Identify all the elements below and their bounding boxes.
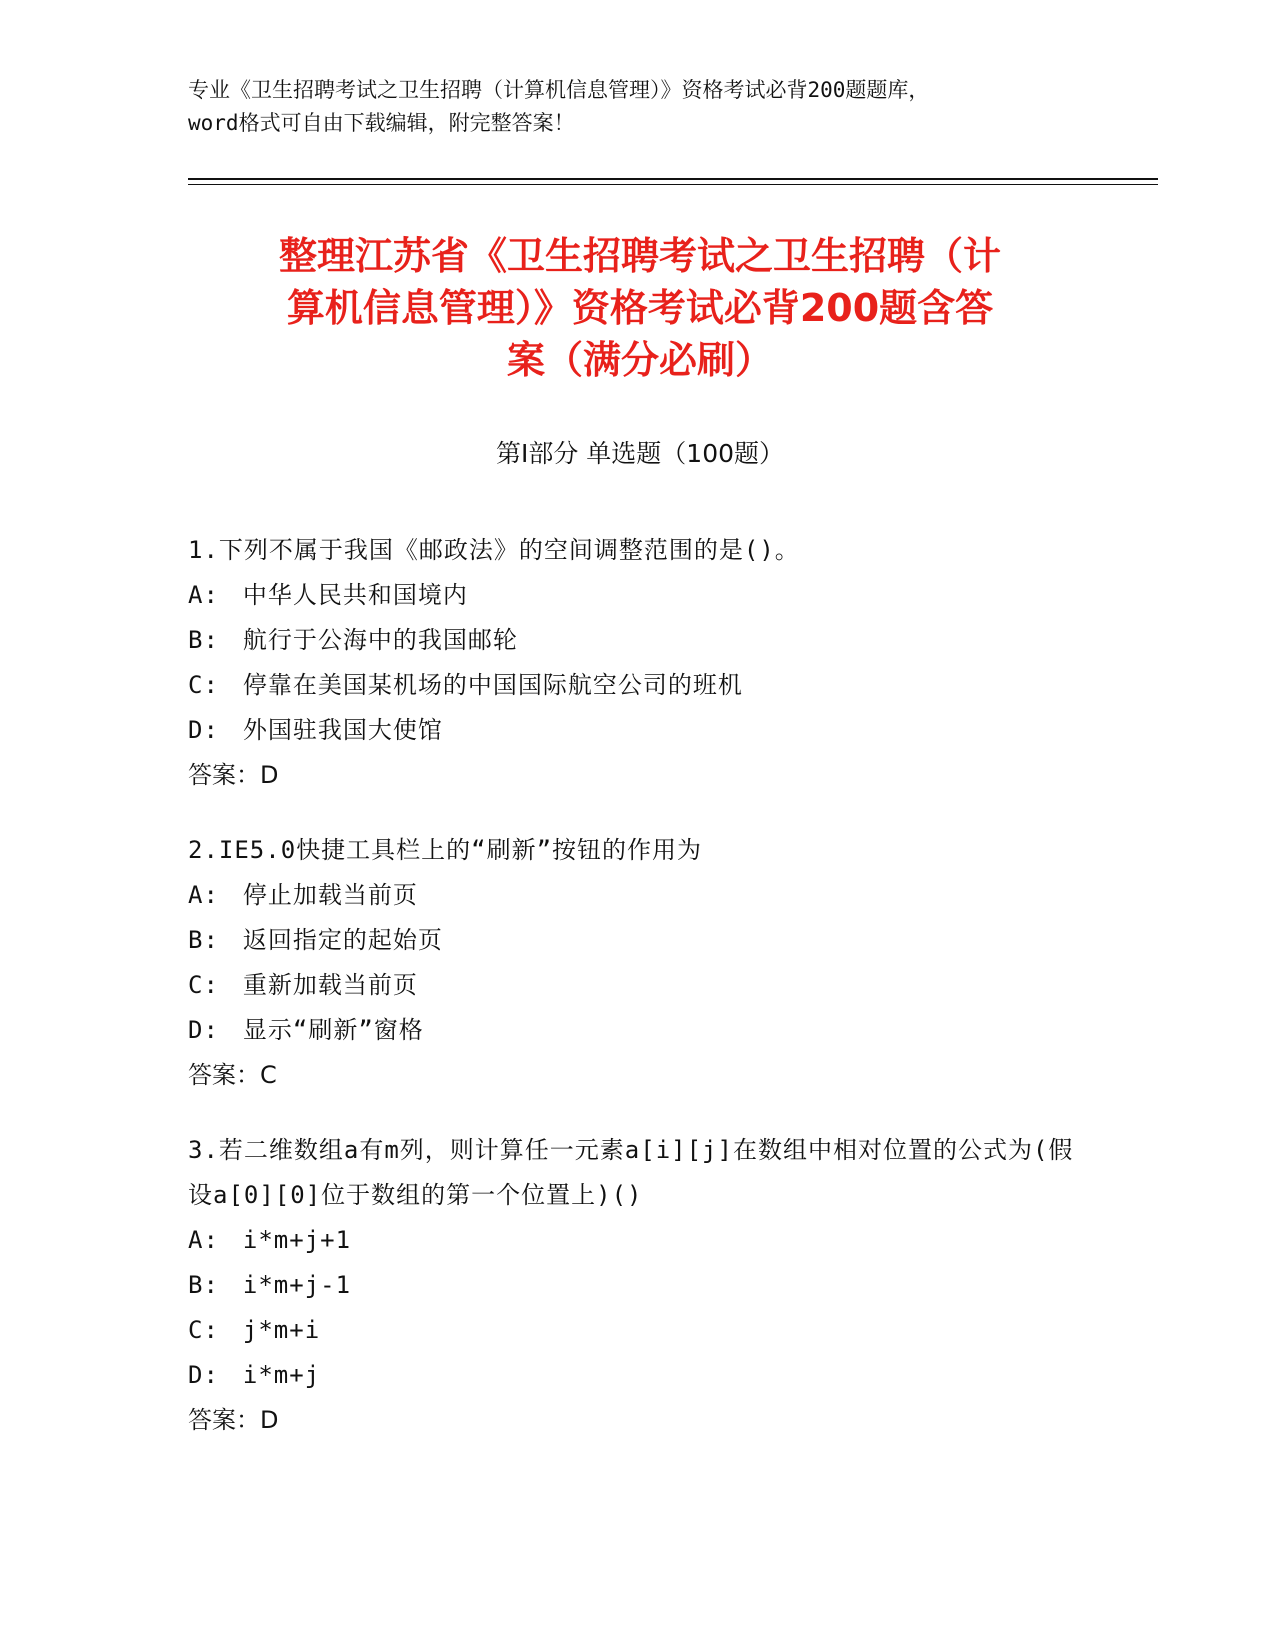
option-text: 显示“刷新”窗格 [242,1016,424,1044]
option-d [188,1008,1088,1053]
option-letter: B: [188,926,219,954]
option-a [188,573,1088,618]
page-title-line: 算机信息管理）》资格考试必背200题含答 [286,286,994,330]
option-d [188,708,1088,753]
header-note-line: 专业《卫生招聘考试之卫生招聘（计算机信息管理）》资格考试必背200题题库， [188,78,930,102]
question-text: 3.若二维数组a有m列，则计算任一元素a[i][j]在数组中相对位置的公式为(假设a[0][0]位于数组的第一个位置上)() [188,1136,1074,1209]
option-letter: A: [188,581,219,609]
answer-line: 答案：C [188,1061,277,1089]
option-text: i*m+j+1 [242,1226,352,1254]
header-note [188,74,1088,140]
header-note-line: word格式可自由下载编辑，附完整答案！ [188,111,575,135]
option-letter: D: [188,1361,219,1389]
option-letter: A: [188,1226,219,1254]
option-text: 中华人民共和国境内 [242,581,468,609]
question-text: 2.IE5.0快捷工具栏上的“刷新”按钮的作用为 [188,836,703,864]
option-letter: B: [188,626,219,654]
option-letter: B: [188,1271,219,1299]
question-text: 1.下列不属于我国《邮政法》的空间调整范围的是()。 [188,536,800,564]
option-text: 重新加载当前页 [242,971,418,999]
header-divider-thin [188,184,1158,185]
header-divider-thick [188,178,1158,180]
option-c [188,963,1088,1008]
option-letter: D: [188,716,219,744]
option-text: 航行于公海中的我国邮轮 [242,626,518,654]
option-letter: D: [188,1016,219,1044]
option-text: 外国驻我国大使馆 [242,716,443,744]
question-item [188,528,1088,798]
option-letter: A: [188,881,219,909]
option-text: i*m+j [242,1361,321,1389]
option-text: i*m+j-1 [242,1271,352,1299]
option-text: 停止加载当前页 [242,881,418,909]
option-b [188,918,1088,963]
option-letter: C: [188,671,219,699]
page-title [160,230,1120,386]
page-title-line: 整理江苏省《卫生招聘考试之卫生招聘（计 [278,234,1001,278]
option-d [188,1353,1088,1398]
answer-line: 答案：D [188,1406,279,1434]
option-c [188,1308,1088,1353]
question-item [188,828,1088,1098]
option-a [188,873,1088,918]
option-c [188,663,1088,708]
option-a [188,1218,1088,1263]
section-title: 第Ⅰ部分 单选题（100题） [495,439,785,468]
answer-line: 答案：D [188,761,279,789]
option-letter: C: [188,1316,219,1344]
option-text: j*m+i [242,1316,321,1344]
option-letter: C: [188,971,219,999]
question-list [188,528,1088,1473]
option-b [188,618,1088,663]
option-b [188,1263,1088,1308]
question-item [188,1128,1088,1443]
page-title-line: 案（满分必刷） [506,338,773,382]
option-text: 返回指定的起始页 [242,926,443,954]
option-text: 停靠在美国某机场的中国国际航空公司的班机 [242,671,743,699]
